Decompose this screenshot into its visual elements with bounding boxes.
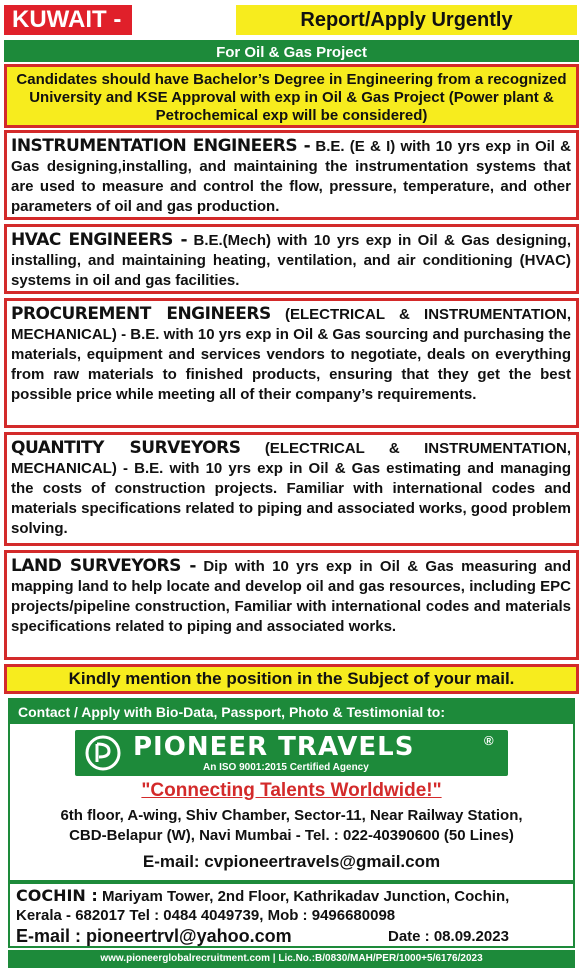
job-description: - B.E. with 10 yrs exp in Oil & Gas sourcing and purchasing the materials, equipment and services vendors to negotiate, deals on everything from raw materials to finished products, ensuring that they get the best possible price while meeting all of their company’s requirements.	[11, 326, 572, 403]
iso-certification: An ISO 9001:2015 Certified Agency	[203, 762, 369, 773]
job-land-surveyors	[4, 550, 579, 660]
company-name: PIONEER TRAVELS	[133, 732, 415, 762]
office-address	[10, 806, 573, 846]
company-logo	[75, 730, 508, 776]
job-title: PROCUREMENT ENGINEERS	[11, 304, 271, 324]
registered-mark: ®	[484, 733, 494, 748]
job-discipline: (ELECTRICAL & INSTRUMENTATION, MECHANICAL)	[11, 440, 571, 477]
job-description: - B.E. with 10 yrs exp in Oil & Gas estimating and managing the costs of construction projects. Familiar with international codes and materials specifications related to piping and associated works, good problem solving.	[11, 460, 572, 537]
requirement-box: Candidates should have Bachelor’s Degree in Engineering from a recognized University and KSE Approval with exp in Oil & Gas Project (Power plant & Petrochemical exp will be considered)	[4, 64, 579, 128]
project-banner: For Oil & Gas Project	[4, 40, 579, 62]
job-description: B.E. (E & I) with 10 yrs exp in Oil & Gas designing,installing, and maintaining the instrumentation systems that are used to measure and control the flow, pressure, temperature, and other parameters of oil and gas production.	[11, 138, 572, 215]
top-bar	[0, 0, 583, 40]
contact-box	[8, 698, 575, 882]
cochin-address	[16, 886, 509, 907]
job-title: INSTRUMENTATION ENGINEERS -	[11, 136, 311, 156]
cochin-address-line: Mariyam Tower, 2nd Floor, Kathrikadav Junction, Cochin,	[101, 888, 510, 905]
job-procurement-engineers	[4, 298, 579, 428]
job-title: LAND SURVEYORS -	[11, 556, 196, 576]
country-label: KUWAIT -	[4, 5, 132, 35]
job-hvac-engineers	[4, 224, 579, 294]
cochin-label: COCHIN :	[16, 886, 98, 905]
job-description: Dip with 10 yrs exp in Oil & Gas measuring and mapping land to help locate and develop oil and gas resources, including EPC projects/pipeline construction, Familiar with international codes and materials specifications related to piping and associated works.	[11, 558, 571, 635]
urgent-banner: Report/Apply Urgently	[236, 5, 577, 35]
address-line: CBD-Belapur (W), Navi Mumbai - Tel. : 022-40390600 (50 Lines)	[69, 827, 514, 844]
footer-website-license[interactable]: www.pioneerglobalrecruitment.com | Lic.No.:B/0830/MAH/PER/1000+5/6176/2023	[8, 950, 575, 968]
job-description: B.E.(Mech) with 10 yrs exp in Oil & Gas designing, installing, and maintaining heating, ventilation, and air conditioning (HVAC) systems in oil and gas facilities.	[11, 232, 571, 289]
cochin-email[interactable]: E-mail : pioneertrvl@yahoo.com	[16, 926, 292, 946]
job-quantity-surveyors	[4, 432, 579, 546]
contact-email[interactable]: E-mail: cvpioneertravels@gmail.com	[142, 852, 441, 871]
pioneer-emblem-icon	[85, 735, 121, 771]
job-instrumentation-engineers	[4, 130, 579, 220]
tagline: "Connecting Talents Worldwide!"	[141, 780, 442, 801]
posting-date: Date : 08.09.2023	[388, 928, 509, 945]
contact-heading: Contact / Apply with Bio-Data, Passport, Photo & Testimonial to:	[10, 700, 573, 724]
job-title: QUANTITY SURVEYORS	[11, 438, 241, 458]
subject-notice: Kindly mention the position in the Subject of your mail.	[4, 664, 579, 694]
address-line: 6th floor, A-wing, Shiv Chamber, Sector-11, Near Railway Station,	[60, 807, 523, 824]
job-discipline: (ELECTRICAL & INSTRUMENTATION, MECHANICAL)	[11, 306, 571, 343]
job-title: HVAC ENGINEERS -	[11, 230, 188, 250]
cochin-phone-line: Kerala - 682017 Tel : 0484 4049739, Mob : 9496680098	[16, 907, 396, 924]
cochin-office-box	[8, 882, 575, 948]
